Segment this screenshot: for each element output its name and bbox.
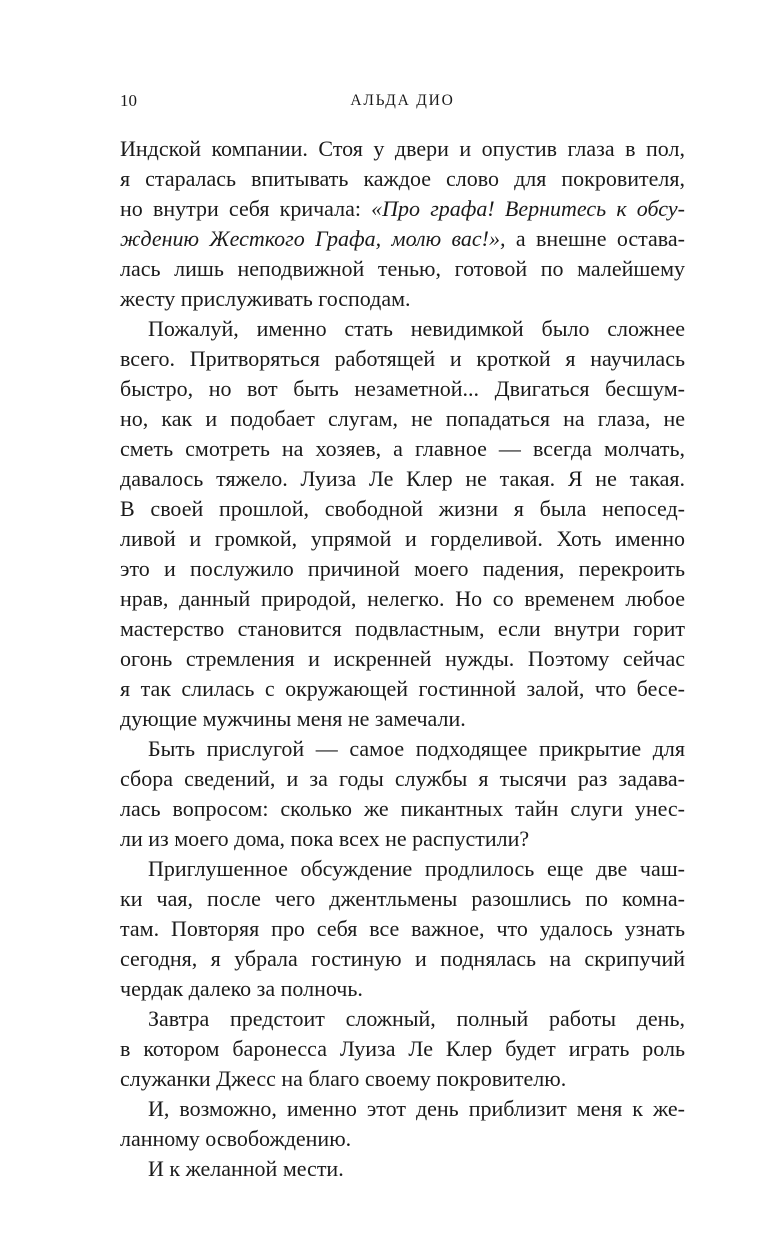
text-line: всего. Притворяться работящей и кроткой я научилась	[120, 346, 685, 371]
paragraph-first-line: И, возможно, именно этот день приблизит меня к же-	[148, 1096, 685, 1121]
text-line	[120, 224, 685, 254]
text-line: я старалась впитывать каждое слово для покровителя,	[120, 166, 685, 191]
paragraph-first-line: Завтра предстоит сложный, полный работы день,	[148, 1006, 685, 1031]
text-line: ки чая, после чего джентльмены разошлись по комна-	[120, 886, 685, 911]
text-line: служанки Джесс на благо своему покровителю.	[120, 1066, 567, 1091]
text-line: ливой и громкой, упрямой и горделивой. Хоть именно	[120, 526, 685, 551]
text-line: нрав, данный природой, нелегко. Но со временем любое	[120, 586, 685, 611]
text-line	[120, 194, 685, 224]
text-line: В своей прошлой, свободной жизни я была непосед-	[120, 496, 685, 521]
text-line: чердак далеко за полночь.	[120, 976, 363, 1001]
text-line: давалось тяжело. Луиза Ле Клер не такая. Я не такая.	[120, 466, 685, 491]
body-text	[120, 134, 685, 1184]
paragraph-first-line: Быть прислугой — самое подходящее прикрытие для	[148, 736, 685, 761]
text-line: я так слилась с окружающей гостинной залой, что бесе-	[120, 676, 685, 701]
text-line: лась вопросом: сколько же пикантных тайн слуги унес-	[120, 796, 685, 821]
italic-quote: «Про графа! Вернитесь к обсу-	[371, 196, 685, 221]
text-run: но внутри себя кричала:	[120, 196, 372, 221]
text-line: ли из моего дома, пока всех не распустили?	[120, 826, 530, 851]
text-line: огонь стремления и искренней нужды. Поэтому сейчас	[120, 646, 685, 671]
text-line: быстро, но вот быть незаметной... Двигаться бесшум-	[120, 376, 685, 401]
text-run: а внешне остава-	[505, 226, 685, 251]
running-title: АЛЬДА ДИО	[350, 92, 455, 109]
paragraph-first-line: Приглушенное обсуждение продлилось еще две чаш-	[148, 856, 685, 881]
italic-quote: ждению Жесткого Графа, молю вас!»,	[120, 226, 506, 251]
text-line: жесту прислуживать господам.	[120, 286, 411, 311]
text-line: сегодня, я убрала гостиную и поднялась на скрипучий	[120, 946, 685, 971]
page-number: 10	[120, 91, 137, 110]
text-line: мастерство становится подвластным, если внутри горит	[120, 616, 685, 641]
text-line: в котором баронесса Луиза Ле Клер будет играть роль	[120, 1036, 685, 1061]
text-line: ланному освобождению.	[120, 1126, 352, 1151]
text-line: это и послужило причиной моего падения, перекроить	[120, 556, 685, 581]
running-head	[120, 88, 685, 114]
text-line: сбора сведений, и за годы службы я тысячи раз задава-	[120, 766, 685, 791]
paragraph-first-line: И к желанной мести.	[148, 1156, 344, 1181]
text-line: лась лишь неподвижной тенью, готовой по малейшему	[120, 256, 685, 281]
text-line: сметь смотреть на хозяев, а главное — всегда молчать,	[120, 436, 685, 461]
text-line: дующие мужчины меня не замечали.	[120, 706, 466, 731]
text-line: там. Повторяя про себя все важное, что удалось узнать	[120, 916, 685, 941]
text-line: но, как и подобает слугам, не попадаться на глаза, не	[120, 406, 685, 431]
paragraph-first-line: Пожалуй, именно стать невидимкой было сложнее	[148, 316, 685, 341]
text-line: Индской компании. Стоя у двери и опустив глаза в пол,	[120, 136, 685, 161]
